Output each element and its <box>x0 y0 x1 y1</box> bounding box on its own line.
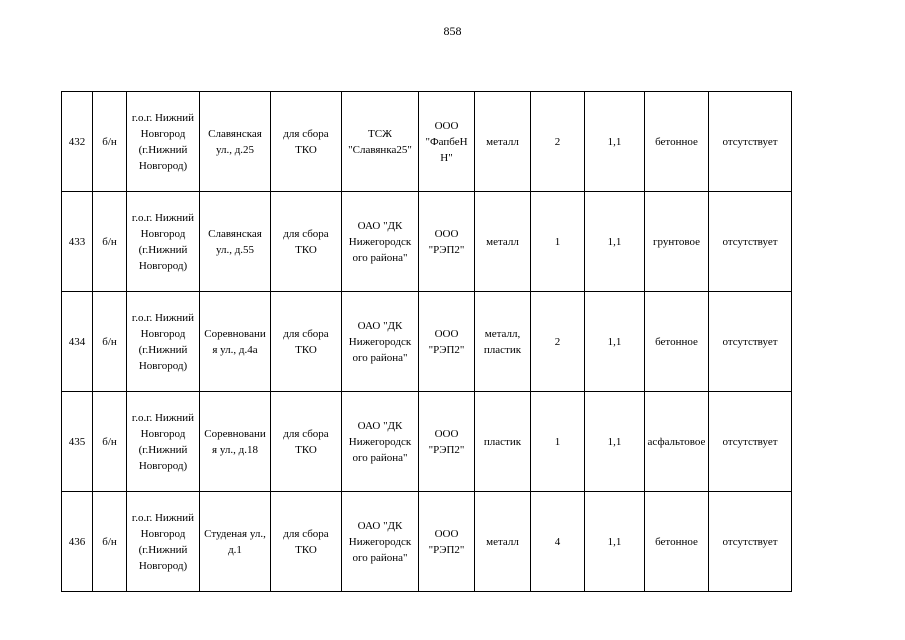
cell-service-company-line: "РЭП2" <box>428 343 465 356</box>
cell-purpose <box>271 292 342 392</box>
cell-material-line: металл, <box>484 327 521 340</box>
cell-material <box>475 92 531 192</box>
cell-material <box>475 492 531 592</box>
cell-purpose <box>271 192 342 292</box>
cell-bn: б/н <box>93 392 127 492</box>
cell-bn: б/н <box>93 92 127 192</box>
cell-number: 435 <box>62 392 93 492</box>
cell-locality-line: Новгород) <box>138 359 188 372</box>
cell-address-line: Славянская <box>208 227 262 240</box>
cell-address <box>200 292 271 392</box>
cell-locality-line: Новгород) <box>138 559 188 572</box>
table-body <box>62 92 792 592</box>
cell-owner-line: Нижегородск <box>348 235 412 248</box>
cell-purpose-line: для сбора <box>283 327 329 340</box>
cell-purpose-line: для сбора <box>283 227 329 240</box>
cell-owner-line: ого района" <box>352 551 408 564</box>
cell-material-line: металл <box>486 235 519 248</box>
cell-fence: отсутствует <box>709 92 792 192</box>
cell-owner <box>342 292 419 392</box>
cell-number: 432 <box>62 92 93 192</box>
cell-locality <box>127 292 200 392</box>
cell-purpose-line: для сбора <box>283 127 329 140</box>
cell-owner-line: ОАО "ДК <box>357 519 403 532</box>
cell-address <box>200 192 271 292</box>
cell-surface-type: асфальтовое <box>645 392 709 492</box>
cell-purpose-line: для сбора <box>283 427 329 440</box>
cell-locality <box>127 492 200 592</box>
cell-purpose <box>271 92 342 192</box>
cell-locality-line: Новгород <box>140 127 186 140</box>
cell-owner-line: ОАО "ДК <box>357 219 403 232</box>
cell-container-volume: 1,1 <box>585 492 645 592</box>
cell-service-company-line: ООО <box>434 527 459 540</box>
cell-owner-line: ОАО "ДК <box>357 419 403 432</box>
cell-locality-line: Новгород <box>140 427 186 440</box>
cell-service-company <box>419 292 475 392</box>
cell-number: 434 <box>62 292 93 392</box>
cell-owner-line: Нижегородск <box>348 335 412 348</box>
cell-address-line: я ул., д.4а <box>212 343 258 356</box>
table-row <box>62 292 792 392</box>
cell-owner-line: ого района" <box>352 451 408 464</box>
cell-locality-line: Новгород <box>140 527 186 540</box>
cell-service-company-line: "РЭП2" <box>428 543 465 556</box>
cell-owner <box>342 492 419 592</box>
cell-address <box>200 392 271 492</box>
cell-service-company <box>419 192 475 292</box>
cell-container-volume: 1,1 <box>585 192 645 292</box>
cell-material <box>475 292 531 392</box>
cell-number: 433 <box>62 192 93 292</box>
cell-locality-line: г.о.г. Нижний <box>131 511 195 524</box>
cell-container-count: 4 <box>531 492 585 592</box>
cell-purpose-line: ТКО <box>295 443 317 456</box>
cell-service-company-line: ООО <box>434 427 459 440</box>
cell-service-company-line: "РЭП2" <box>428 243 465 256</box>
cell-locality-line: Новгород <box>140 327 186 340</box>
cell-address-line: ул., д.25 <box>215 143 255 156</box>
cell-address <box>200 492 271 592</box>
cell-service-company <box>419 492 475 592</box>
cell-address-line: ул., д.55 <box>215 243 255 256</box>
cell-owner <box>342 92 419 192</box>
cell-purpose <box>271 392 342 492</box>
cell-service-company <box>419 92 475 192</box>
cell-service-company-line: Н" <box>440 151 453 164</box>
cell-service-company-line: "РЭП2" <box>428 443 465 456</box>
cell-owner-line: ТСЖ <box>368 127 392 140</box>
cell-fence: отсутствует <box>709 192 792 292</box>
container-sites-table <box>61 91 792 592</box>
cell-fence: отсутствует <box>709 292 792 392</box>
cell-bn: б/н <box>93 192 127 292</box>
table-row <box>62 192 792 292</box>
cell-address-line: я ул., д.18 <box>212 443 258 456</box>
table-row <box>62 392 792 492</box>
cell-surface-type: бетонное <box>645 492 709 592</box>
cell-locality <box>127 392 200 492</box>
cell-address-line: Соревновани <box>204 427 266 440</box>
cell-owner-line: ого района" <box>352 351 408 364</box>
cell-locality-line: г.о.г. Нижний <box>131 311 195 324</box>
cell-container-count: 2 <box>531 292 585 392</box>
cell-address-line: Студеная ул., <box>204 527 266 540</box>
table-row <box>62 492 792 592</box>
cell-locality-line: г.о.г. Нижний <box>131 411 195 424</box>
cell-material-line: пластик <box>483 435 522 448</box>
cell-material-line: металл <box>486 535 519 548</box>
cell-service-company-line: ООО <box>434 119 459 132</box>
cell-purpose-line: ТКО <box>295 543 317 556</box>
cell-locality-line: (г.Нижний <box>138 143 188 156</box>
cell-purpose-line: ТКО <box>295 243 317 256</box>
cell-container-volume: 1,1 <box>585 392 645 492</box>
cell-locality-line: г.о.г. Нижний <box>131 211 195 224</box>
cell-bn: б/н <box>93 492 127 592</box>
cell-container-count: 1 <box>531 392 585 492</box>
cell-service-company-line: ООО <box>434 327 459 340</box>
cell-material <box>475 192 531 292</box>
cell-bn: б/н <box>93 292 127 392</box>
cell-owner-line: Нижегородск <box>348 535 412 548</box>
cell-locality <box>127 92 200 192</box>
cell-purpose-line: для сбора <box>283 527 329 540</box>
cell-surface-type: бетонное <box>645 292 709 392</box>
cell-surface-type: бетонное <box>645 92 709 192</box>
cell-material-line: металл <box>486 135 519 148</box>
cell-owner-line: Нижегородск <box>348 435 412 448</box>
cell-address-line: Соревновани <box>204 327 266 340</box>
cell-owner <box>342 192 419 292</box>
cell-container-volume: 1,1 <box>585 92 645 192</box>
cell-owner-line: ого района" <box>352 251 408 264</box>
cell-fence: отсутствует <box>709 392 792 492</box>
cell-service-company <box>419 392 475 492</box>
cell-locality-line: Новгород) <box>138 259 188 272</box>
cell-purpose-line: ТКО <box>295 343 317 356</box>
cell-locality-line: (г.Нижний <box>138 443 188 456</box>
cell-locality <box>127 192 200 292</box>
cell-address-line: Славянская <box>208 127 262 140</box>
cell-number: 436 <box>62 492 93 592</box>
cell-locality-line: (г.Нижний <box>138 543 188 556</box>
cell-locality-line: Новгород) <box>138 459 188 472</box>
cell-container-count: 2 <box>531 92 585 192</box>
cell-container-count: 1 <box>531 192 585 292</box>
cell-address-line: д.1 <box>228 543 242 556</box>
cell-owner <box>342 392 419 492</box>
cell-surface-type: грунтовое <box>645 192 709 292</box>
cell-container-volume: 1,1 <box>585 292 645 392</box>
cell-purpose <box>271 492 342 592</box>
cell-owner-line: ОАО "ДК <box>357 319 403 332</box>
cell-owner-line: "Славянка25" <box>348 143 412 156</box>
cell-material <box>475 392 531 492</box>
cell-fence: отсутствует <box>709 492 792 592</box>
cell-service-company-line: ООО <box>434 227 459 240</box>
cell-service-company-line: "ФапбеН <box>425 135 468 148</box>
cell-material-line: пластик <box>483 343 522 356</box>
table-row <box>62 92 792 192</box>
cell-address <box>200 92 271 192</box>
cell-locality-line: (г.Нижний <box>138 343 188 356</box>
cell-locality-line: Новгород <box>140 227 186 240</box>
cell-locality-line: (г.Нижний <box>138 243 188 256</box>
cell-purpose-line: ТКО <box>295 143 317 156</box>
cell-locality-line: Новгород) <box>138 159 188 172</box>
page-number: 858 <box>443 24 462 38</box>
cell-locality-line: г.о.г. Нижний <box>131 111 195 124</box>
